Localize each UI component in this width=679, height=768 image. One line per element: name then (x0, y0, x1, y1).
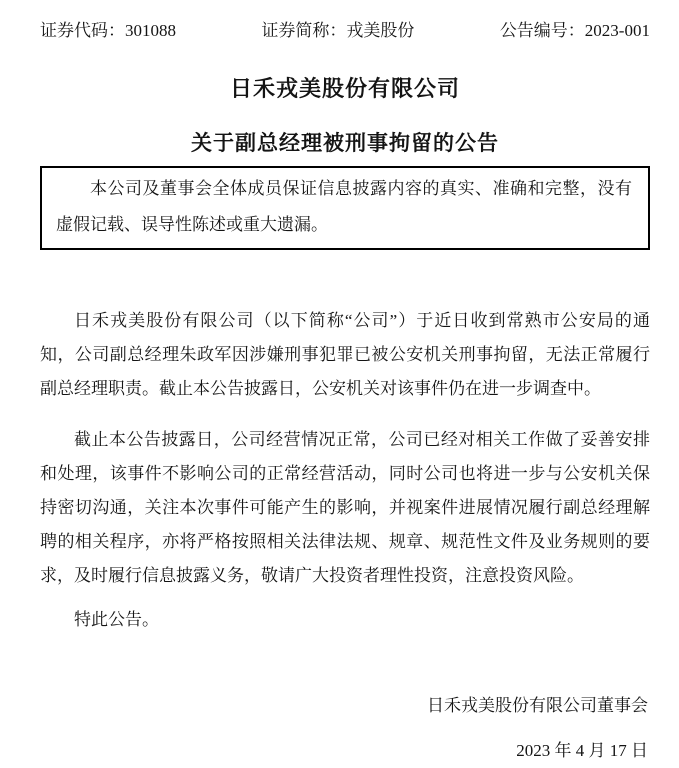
stock-short-name: 证券简称：戎美股份 (261, 21, 415, 40)
header-row (40, 20, 650, 42)
company-title: 日禾戎美股份有限公司 (229, 76, 460, 101)
disclosure-statement-text: 本公司及董事会全体成员保证信息披露内容的真实、准确和完整，没有虚假记载、误导性陈述或重大遗漏。 (56, 179, 632, 234)
date-line: 2023 年 4 月 17 日 (516, 741, 648, 760)
body-paragraph-2: 截止本公告披露日，公司经营情况正常，公司已经对相关工作做了妥善安排和处理，该事件不影响公司的正常经营活动，同时公司也将进一步与公安机关保持密切沟通，关注本次事件可能产生的影响，并视案件进展情况履行副总经理解聘的相关程序，亦将严格按照相关法律法规、规章、规范性文件及业务规则的要求，及时履行信息披露义务，敬请广大投资者理性投资，注意投资风险。 (40, 430, 650, 585)
closing-line: 特此公告。 (74, 610, 159, 629)
disclosure-statement-box (40, 166, 650, 250)
announcement-title: 关于副总经理被刑事拘留的公告 (191, 131, 499, 155)
body-paragraph-1: 日禾戎美股份有限公司（以下简称“公司”）于近日收到常熟市公安局的通知，公司副总经理朱政军因涉嫌刑事犯罪已被公安机关刑事拘留，无法正常履行副总经理职责。截止本公告披露日，公安机关对该事件仍在进一步调查中。 (40, 311, 650, 398)
stock-code: 证券代码：301088 (40, 21, 176, 40)
signature-line: 日禾戎美股份有限公司董事会 (427, 696, 648, 715)
announcement-number: 公告编号：2023-001 (499, 21, 650, 40)
